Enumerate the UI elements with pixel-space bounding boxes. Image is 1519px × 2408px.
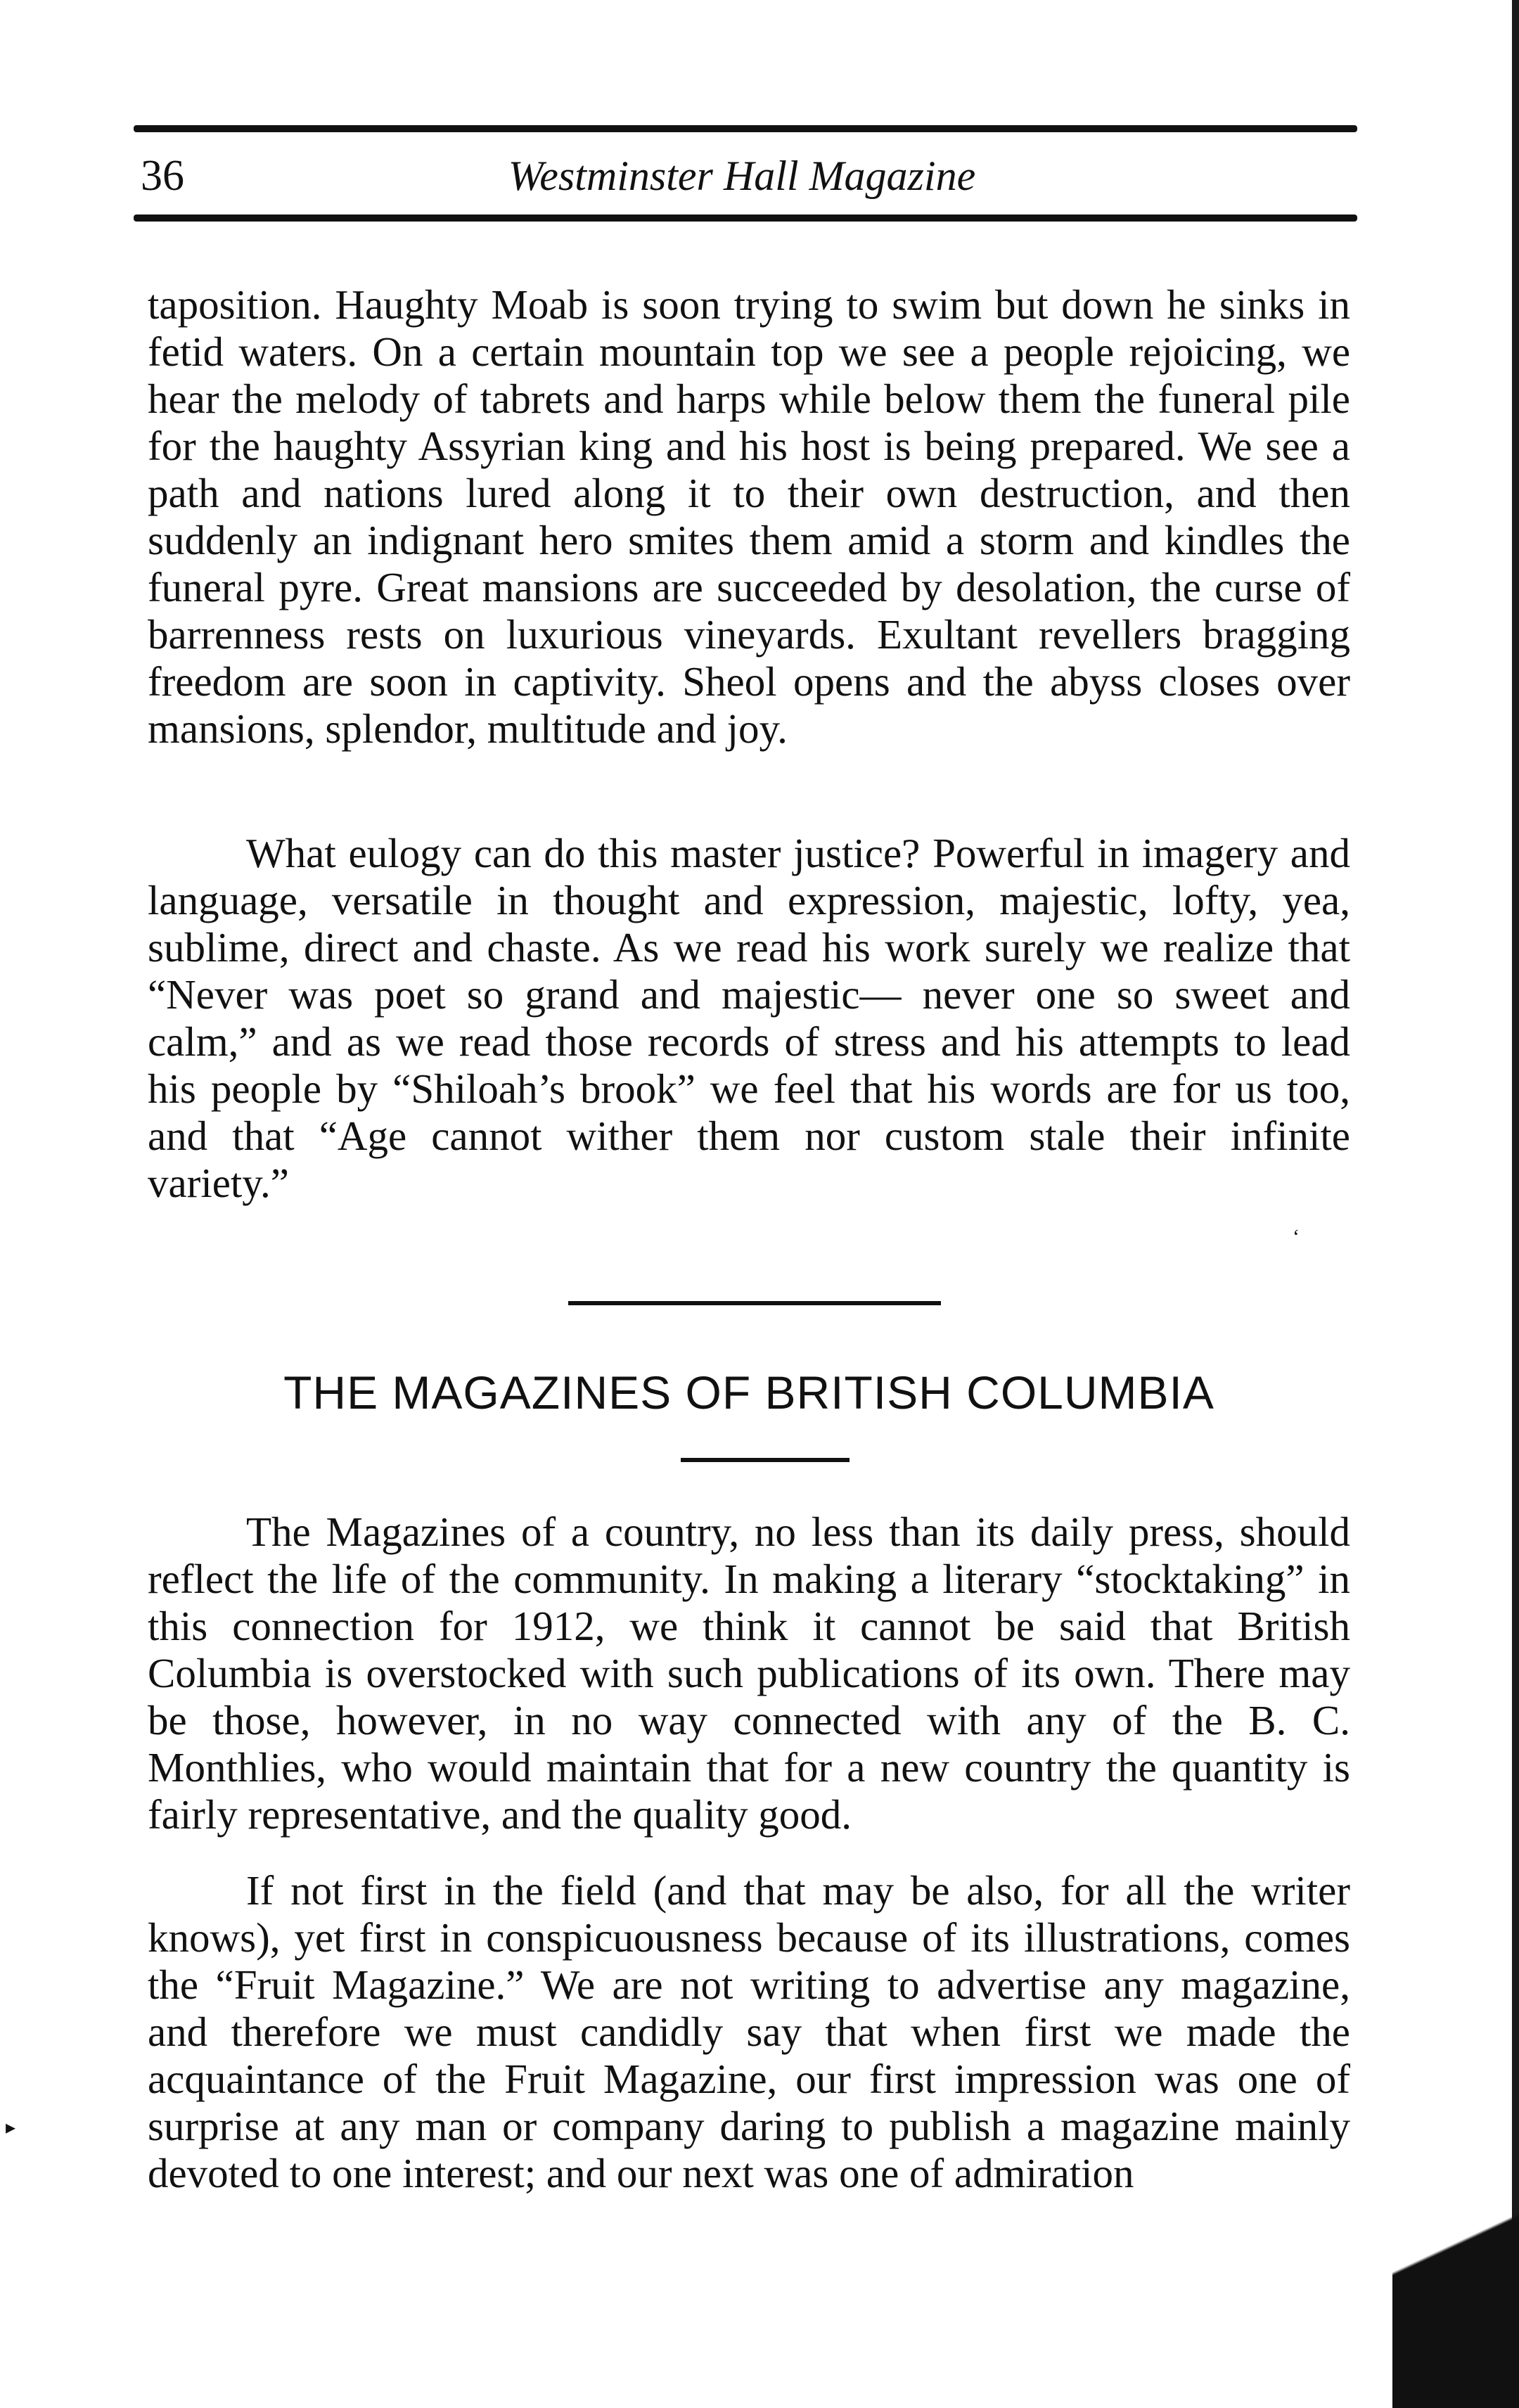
running-title: Westminster Hall Magazine [508,153,976,199]
page-edge-border [1512,0,1519,2408]
paragraph-text: The Magazines of a country, no less than its daily press, should reflect the life of the community. In making a literary “stocktaking” in this connection for 1912, we think it cannot be said that British Columbia is overstocked with such publications of its own. There may be those, however, in no way connected with any of the B. C. Monthlies, who would maintain that for a new country the quantity is fairly representative, and the quality good. [148,1509,1350,1838]
section-divider [568,1301,941,1305]
running-header [134,144,1350,207]
heading-underline [681,1458,850,1462]
paragraph-text: If not first in the field (and that may be also, for all the writer knows), yet first in conspicuousness because of its illustrations, comes the “Fruit Magazine.” We are not writing to advertise any magazine, and therefore we must candidly say that when first we made the acquaintance of the Fruit Magazine, our first impression was one of surprise at any man or company daring to publish a magazine mainly devoted to one interest; and our next was one of admiration [148,1867,1350,2196]
paragraph-fruit-magazine [148,1867,1350,2197]
page-number: 36 [141,152,184,200]
paragraph-eulogy [148,830,1350,1207]
header-bottom-rule [134,214,1357,222]
scan-shadow [1392,2113,1519,2408]
paragraph-text: taposition. Haughty Moab is soon trying to swim but down he sinks in fetid waters. On a certain mountain top we see a people rejoicing, we hear the melody of tabrets and harps while below them the funeral pile for the haughty Assyrian king and his host is being prepared. We see a path and nations lured along it to their own destruction, and then suddenly an indignant hero smites them amid a storm and kindles the funeral pyre. Great mansions are succeeded by desolation, the curse of barrenness rests on luxurious vineyards. Exultant revellers bragging freedom are soon in captivity. Sheol opens and the abyss closes over mansions, splendor, multitude and joy. [148,281,1350,752]
margin-arrow-mark: ▸ [6,2117,16,2139]
stray-ink-mark: ‘ [1293,1225,1300,1248]
paragraph-continuation [148,281,1350,752]
section-heading: THE MAGAZINES OF BRITISH COLUMBIA [283,1366,1214,1418]
paragraph-magazines-intro [148,1509,1350,1838]
header-top-rule [134,125,1357,132]
paragraph-text: What eulogy can do this master justice? Powerful in imagery and language, versatile in thought and expression, majestic, lofty, yea, sublime, direct and chaste. As we read his work surely we realize that “Never was poet so grand and majestic— never one so sweet and calm,” and as we read those records of stress and his attempts to lead his people by “Shiloah’s brook” we feel that his words are for us too, and that “Age cannot wither them nor custom stale their infinite variety.” [148,830,1350,1206]
